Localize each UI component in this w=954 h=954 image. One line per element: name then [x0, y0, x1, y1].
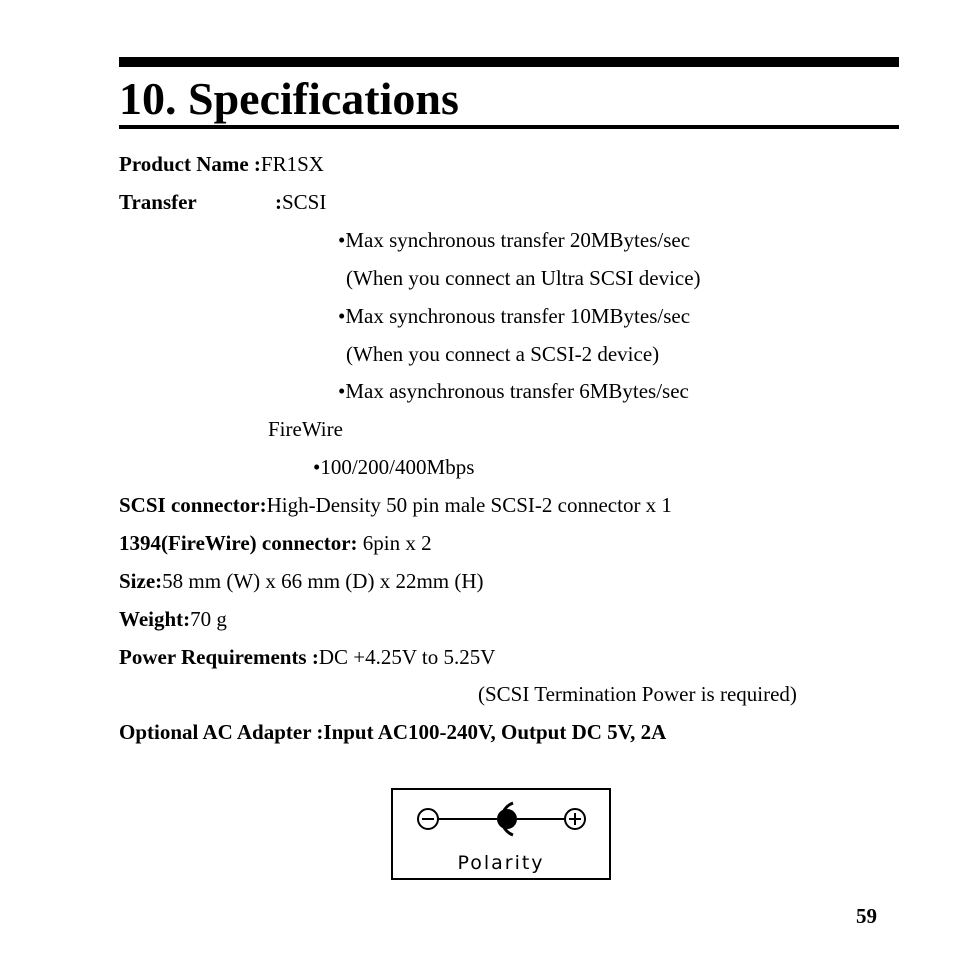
product-name-label: Product Name :	[119, 152, 261, 176]
transfer-label: Transfer	[119, 190, 197, 214]
weight-value: 70 g	[190, 607, 227, 631]
page-title: 10. Specifications	[119, 73, 459, 124]
power-label: Power Requirements :	[119, 645, 319, 669]
product-name-value: FR1SX	[260, 152, 324, 176]
barrel-plug-icon	[497, 803, 517, 835]
firewire-connector-label: 1394(FireWire) connector:	[119, 531, 358, 555]
scsi-spec-item: (When you connect an Ultra SCSI device)	[346, 266, 701, 290]
scsi-spec-item: •Max synchronous transfer 20MBytes/sec	[338, 228, 691, 252]
size-label: Size:	[119, 569, 163, 593]
size-row	[119, 569, 484, 593]
ac-adapter-label: Optional AC Adapter :	[119, 720, 324, 744]
firewire-connector-row	[119, 531, 432, 555]
polarity-diagram	[391, 788, 611, 880]
plus-circle-icon	[565, 809, 585, 829]
scsi-spec-item: •Max synchronous transfer 10MBytes/sec	[338, 304, 691, 328]
page-number: 59	[856, 904, 877, 928]
minus-circle-icon	[418, 809, 438, 829]
firewire-speed: •100/200/400Mbps	[313, 455, 475, 479]
scsi-spec-item: (When you connect a SCSI-2 device)	[346, 342, 660, 366]
product-name-row	[119, 152, 324, 176]
ac-adapter-value: Input AC100-240V, Output DC 5V, 2A	[323, 720, 667, 744]
scsi-connector-label: SCSI connector:	[119, 493, 267, 517]
scsi-connector-row	[119, 493, 672, 517]
title-underline	[119, 125, 899, 129]
transfer-colon: :	[275, 190, 282, 214]
scsi-spec-item: •Max asynchronous transfer 6MBytes/sec	[338, 379, 689, 403]
firewire-connector-value: 6pin x 2	[357, 531, 432, 555]
power-value: DC +4.25V to 5.25V	[318, 645, 496, 669]
top-rule	[119, 57, 899, 67]
size-value: 58 mm (W) x 66 mm (D) x 22mm (H)	[162, 569, 484, 593]
polarity-label: Polarity	[457, 852, 545, 874]
transfer-scsi: SCSI	[282, 190, 327, 214]
power-note: (SCSI Termination Power is required)	[478, 682, 797, 706]
ac-adapter-row	[119, 720, 666, 744]
transfer-value	[275, 190, 326, 214]
power-row	[119, 645, 495, 669]
scsi-connector-value: High-Density 50 pin male SCSI-2 connector x 1	[266, 493, 672, 517]
weight-label: Weight:	[119, 607, 191, 631]
weight-row	[119, 607, 227, 631]
firewire-label: FireWire	[268, 417, 343, 441]
